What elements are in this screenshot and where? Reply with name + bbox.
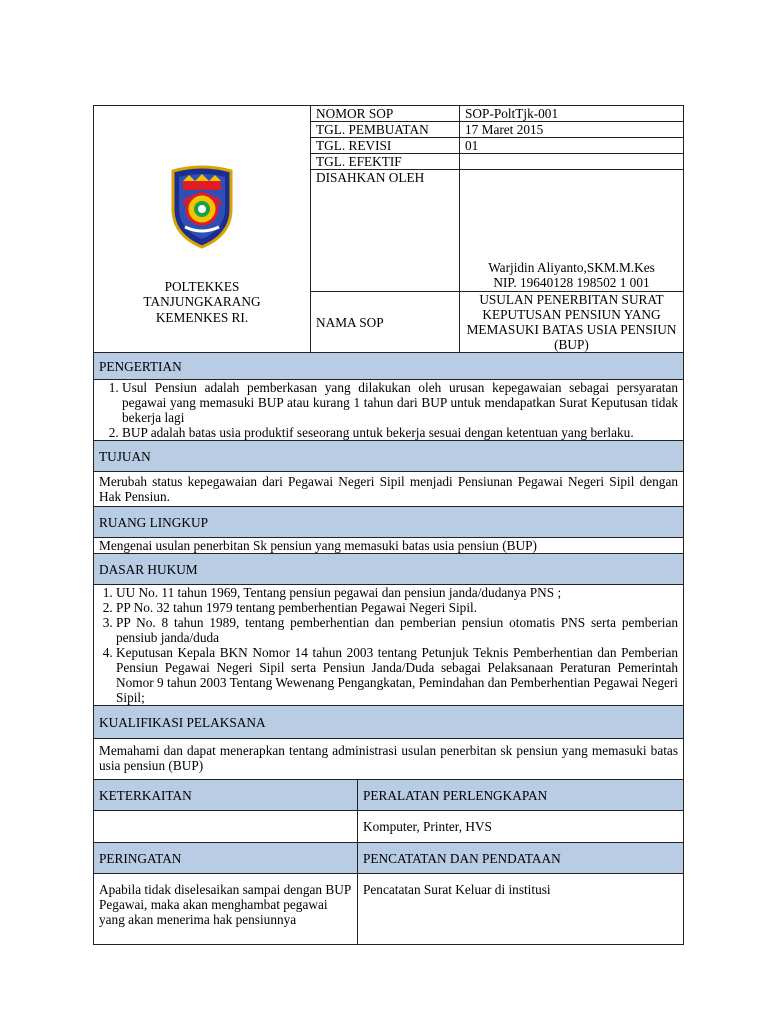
pengertian-item: 2. BUP adalah batas usia produktif seseorang untuk bekerja sesuai dengan ketentuan yang berlaku. <box>122 425 678 440</box>
peralatan-title: PERALATAN PERLENGKAPAN <box>363 788 548 803</box>
dasar-hukum-title: DASAR HUKUM <box>99 562 198 577</box>
peralatan-text: Komputer, Printer, HVS <box>358 811 684 843</box>
ruang-lingkup-text: Mengenai usulan penerbitan Sk pensiun yang memasuki batas usia pensiun (BUP) <box>94 538 684 554</box>
dasar-hukum-item: 2. PP No. 32 tahun 1979 tentang pemberhentian Pegawai Negeri Sipil. <box>116 600 678 615</box>
nama-sop-label: NAMA SOP <box>311 292 460 353</box>
dasar-hukum-body <box>94 585 684 706</box>
tujuan-header <box>94 441 684 472</box>
peringatan-text: Apabila tidak diselesaikan sampai dengan BUP Pegawai, maka akan menghambat pegawai yang akan menerima hak pensiunnya <box>94 874 358 945</box>
peringatan-header <box>94 843 358 874</box>
dasar-hukum-item: 1. UU No. 11 tahun 1969, Tentang pensiun pegawai dan pensiun janda/dudanya PNS ; <box>116 585 678 600</box>
keterkaitan-header <box>94 780 358 811</box>
dasar-hukum-header <box>94 554 684 585</box>
pencatatan-text: Pencatatan Surat Keluar di institusi <box>358 874 684 945</box>
pencatatan-header <box>358 843 684 874</box>
tgl-efektif-value <box>460 154 684 170</box>
nama-sop-value: USULAN PENERBITAN SURAT KEPUTUSAN PENSIUN YANG MEMASUKI BATAS USIA PENSIUN (BUP) <box>460 292 684 353</box>
institution-line1: POLTEKKES <box>164 278 240 294</box>
ruang-lingkup-header <box>94 507 684 538</box>
tgl-pembuatan-label: TGL. PEMBUATAN <box>311 122 460 138</box>
signature-block <box>460 170 684 292</box>
signer-name: Warjidin Aliyanto,SKM.M.Kes <box>488 260 655 275</box>
pengertian-body <box>94 380 684 441</box>
nomor-sop-value: SOP-PoltTjk-001 <box>460 106 684 122</box>
institution-cell <box>94 106 311 353</box>
kualifikasi-text: Memahami dan dapat menerapkan tentang administrasi usulan penerbitan sk pensiun yang memasuki batas usia pensiun (BUP) <box>94 739 684 780</box>
pengertian-header <box>94 353 684 380</box>
kualifikasi-title: KUALIFIKASI PELAKSANA <box>99 715 266 730</box>
peralatan-header <box>358 780 684 811</box>
dasar-hukum-list <box>99 585 678 705</box>
shield-emblem-icon <box>165 165 239 249</box>
nomor-sop-label: NOMOR SOP <box>311 106 460 122</box>
tujuan-title: TUJUAN <box>99 449 151 464</box>
institution-line2: TANJUNGKARANG <box>143 294 261 309</box>
tgl-pembuatan-value: 17 Maret 2015 <box>460 122 684 138</box>
pengertian-list <box>94 380 678 440</box>
tgl-efektif-label: TGL. EFEKTIF <box>311 154 460 170</box>
dasar-hukum-item: 4. Keputusan Kepala BKN Nomor 14 tahun 2003 tentang Petunjuk Teknis Pemberhentian dan Pemberian Pensiun Pegawai Negeri Sipil serta Pensiun Janda/Duda sebagai Pelaksanaan Peraturan Pemerintah Nomor 9 tahun 2003 Tentang Wewenang Pengangkatan, Pemindahan dan Pemberhentian Pegawai Negeri Sipil; <box>116 645 678 705</box>
signer-nip: NIP. 19640128 198502 1 001 <box>493 275 650 290</box>
sop-table <box>93 105 684 945</box>
keterkaitan-text <box>94 811 358 843</box>
institution-line3: KEMENKES RI. <box>155 309 249 325</box>
kualifikasi-header <box>94 706 684 739</box>
dasar-hukum-item: 3. PP No. 8 tahun 1989, tentang pemberhentian dan pemberian pensiun otomatis PNS serta pemberian pensiub janda/duda <box>116 615 678 645</box>
tgl-revisi-label: TGL. REVISI <box>311 138 460 154</box>
disahkan-oleh-label: DISAHKAN OLEH <box>311 170 460 292</box>
tujuan-text: Merubah status kepegawaian dari Pegawai Negeri Sipil menjadi Pensiunan Pegawai Negeri Sipil dengan Hak Pensiun. <box>94 472 684 507</box>
pengertian-title: PENGERTIAN <box>99 359 182 374</box>
pengertian-item: 1. Usul Pensiun adalah pemberkasan yang dilakukan oleh urusan kepegawaian sebagai persyaratan pegawai yang memasuki BUP atau kurang 1 tahun dari BUP untuk mendapatkan Surat Keputusan tidak bekerja lagi <box>122 380 678 425</box>
tgl-revisi-value: 01 <box>460 138 684 154</box>
ruang-lingkup-title: RUANG LINGKUP <box>99 515 208 530</box>
keterkaitan-title: KETERKAITAN <box>99 788 192 803</box>
peringatan-title: PERINGATAN <box>99 851 182 866</box>
pencatatan-title: PENCATATAN DAN PENDATAAN <box>363 851 561 866</box>
